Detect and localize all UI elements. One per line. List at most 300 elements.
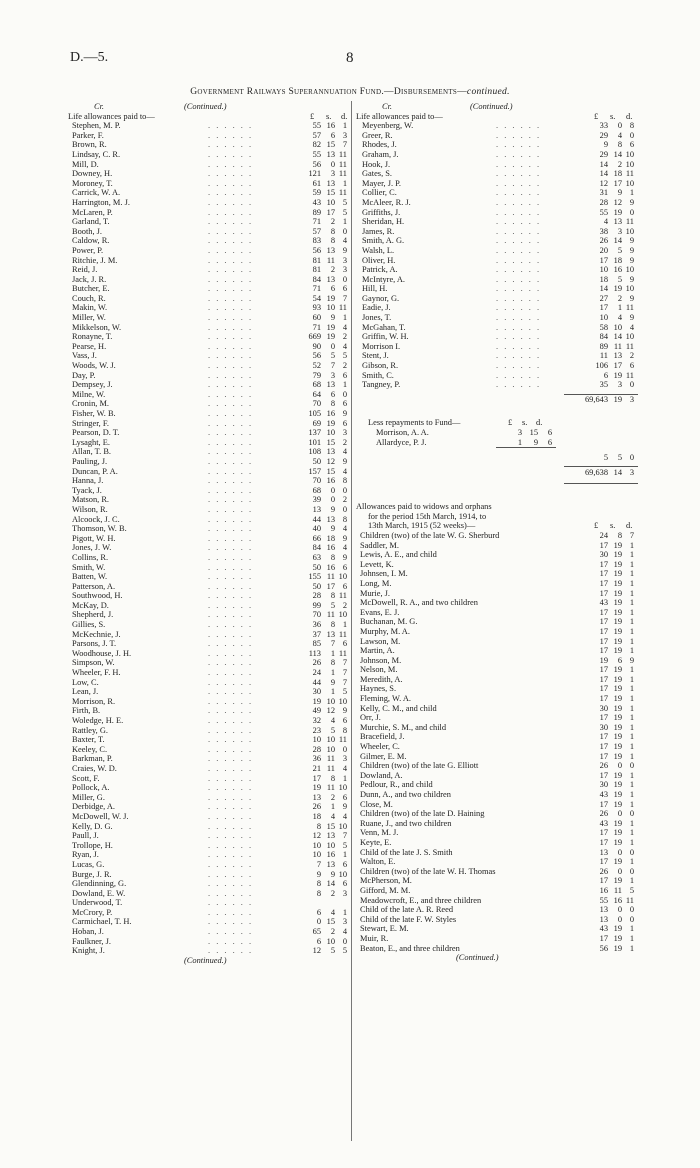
widow-row	[356, 780, 638, 790]
amount-shillings: 8	[330, 236, 335, 246]
amount-pounds: 54	[312, 293, 321, 303]
widow-rows	[356, 531, 638, 953]
ledger-row	[68, 822, 351, 832]
amount-shillings: 9	[533, 437, 538, 447]
ledger-row	[68, 860, 351, 870]
amount-pence: 10	[625, 332, 634, 342]
entry-name: Faulkner, J.	[72, 936, 111, 946]
amount-pence: 3	[342, 130, 347, 140]
entry-name: Smith, C.	[362, 370, 394, 380]
dot-leader: . . . . . .	[208, 869, 254, 879]
entry-name: Mill, D.	[72, 159, 99, 169]
entry-name: Gaynor, G.	[362, 293, 400, 303]
amount-pence: 8	[629, 121, 634, 131]
amount-shillings: 17	[613, 361, 622, 371]
dot-leader: . . . . . .	[208, 687, 254, 697]
amount-pence: 5	[342, 351, 347, 361]
ledger-row	[356, 303, 638, 313]
ledger-row	[356, 371, 638, 381]
entry-name: Murphy, M. A.	[360, 626, 410, 636]
amount-shillings: 13	[326, 514, 335, 524]
entry-name: Alcoock, J. C.	[72, 514, 120, 524]
amount-pence: 3	[342, 255, 347, 265]
ledger-row	[356, 313, 638, 323]
dot-leader: . . . . . .	[208, 600, 254, 610]
amount-pounds: 17	[599, 857, 608, 867]
amount-shillings: 0	[617, 905, 622, 915]
ledger-row	[68, 294, 351, 304]
amount-pence: 1	[342, 121, 347, 131]
ledger-row	[68, 764, 351, 774]
amount-pounds: 17	[599, 255, 608, 265]
ledger-row	[356, 131, 638, 141]
net-total-row	[356, 463, 638, 477]
amount-shillings: 13	[326, 274, 335, 284]
entry-name: Griffiths, J.	[362, 207, 401, 217]
amount-shillings: 8	[617, 140, 622, 150]
amount-shillings: 9	[330, 504, 335, 514]
amount-shillings: 12	[326, 706, 335, 716]
amount-shillings: 13	[326, 149, 335, 159]
entry-name: Walsh, L.	[362, 245, 395, 255]
amount-pounds: 10	[599, 313, 608, 323]
ledger-row	[68, 390, 351, 400]
ledger-row	[68, 121, 351, 131]
amount-pence: 6	[547, 437, 552, 447]
amount-pence: 10	[625, 284, 634, 294]
ledger-row	[68, 783, 351, 793]
ledger-row	[68, 639, 351, 649]
amount-shillings: 0	[617, 914, 622, 924]
ledger-row	[68, 620, 351, 630]
amount-pounds: 50	[312, 581, 321, 591]
amount-shillings: 6	[330, 130, 335, 140]
amount-shillings: 0	[617, 866, 622, 876]
ledger-row	[68, 371, 351, 381]
amount-shillings: 19	[613, 780, 622, 790]
amount-pounds: 79	[312, 370, 321, 380]
dot-leader: . . . . . .	[208, 140, 254, 150]
amount-pence: 4	[342, 763, 347, 773]
amount-pence: 11	[338, 303, 347, 313]
entry-name: Low, C.	[72, 677, 99, 687]
entry-name: Gibson, R.	[362, 361, 399, 371]
ledger-row	[68, 457, 351, 467]
entry-name: Murie, J.	[360, 588, 391, 598]
amount-pounds: 12	[312, 831, 321, 841]
amount-pence: 5	[342, 946, 347, 956]
repay-rows	[356, 428, 638, 447]
ledger-row	[356, 361, 638, 371]
amount-shillings: 10	[326, 696, 335, 706]
entry-name: Stent, J.	[362, 351, 389, 361]
amount-pence: 1	[629, 626, 634, 636]
ledger-row	[356, 332, 638, 342]
entry-name: Duncan, P. A.	[72, 466, 118, 476]
amount-shillings: 10	[326, 744, 335, 754]
amount-pounds: 56	[312, 159, 321, 169]
amount-pence: 3	[342, 428, 347, 438]
continued-footer: (Continued.)	[184, 955, 227, 965]
amount-pounds: 81	[312, 265, 321, 275]
amount-pounds: 14	[599, 284, 608, 294]
ledger-row	[68, 697, 351, 707]
ledger-row	[68, 678, 351, 688]
amount-pence: 2	[342, 437, 347, 447]
ledger-row	[68, 908, 351, 918]
amount-pounds: 19	[312, 783, 321, 793]
amount-shillings: 6	[330, 389, 335, 399]
ledger-row	[68, 601, 351, 611]
subtotal-pounds: 69,643	[584, 394, 608, 404]
amount-shillings: 13	[613, 351, 622, 361]
entry-name: Haynes, S.	[360, 684, 397, 694]
amount-pounds: 108	[308, 447, 321, 457]
ledger-row	[356, 121, 638, 131]
entry-name: Gillies, S.	[72, 620, 106, 630]
entry-name: Stewart, E. M.	[360, 924, 409, 934]
ledger-row	[68, 658, 351, 668]
entry-name: Garland, T.	[72, 217, 110, 227]
amount-pence: 6	[342, 284, 347, 294]
ledger-row	[68, 208, 351, 218]
amount-shillings: 17	[613, 178, 622, 188]
amount-pounds: 70	[312, 476, 321, 486]
amount-pence: 1	[342, 773, 347, 783]
subtotal-pence: 3	[629, 394, 634, 404]
entry-name: Wheeler, F. H.	[72, 668, 121, 678]
amount-pounds: 32	[312, 716, 321, 725]
amount-pence: 1	[629, 646, 634, 656]
amount-pence: 1	[629, 694, 634, 704]
amount-pounds: 57	[312, 130, 321, 140]
entry-name: Orr, J.	[360, 713, 381, 723]
amount-pounds: 17	[599, 646, 608, 656]
amount-pounds: 26	[599, 761, 608, 771]
amount-pence: 0	[629, 914, 634, 924]
amount-pence: 10	[625, 149, 634, 159]
amount-shillings: 19	[613, 578, 622, 588]
amount-pounds: 3	[517, 428, 522, 437]
amount-pounds: 68	[312, 485, 321, 495]
amount-shillings: 4	[330, 907, 335, 917]
amount-shillings: 0	[330, 341, 335, 351]
dot-leader: . . . . . .	[208, 399, 254, 409]
amount-pounds: 17	[599, 837, 608, 847]
amount-pounds: 8	[316, 888, 321, 898]
repay-head	[356, 418, 638, 428]
ledger-row	[68, 505, 351, 515]
amount-pence: 0	[629, 905, 634, 915]
entry-name: Harrington, M. J.	[72, 197, 130, 207]
ledger-row	[68, 812, 351, 822]
ledger-row	[68, 917, 351, 927]
entry-name: Walton, E.	[360, 857, 396, 867]
amount-pence: 1	[629, 578, 634, 588]
dot-leader: . . . . . .	[496, 169, 542, 179]
page-number: 8	[346, 50, 354, 66]
amount-shillings: 13	[326, 629, 335, 639]
dot-leader: . . . . . .	[208, 188, 254, 198]
ledger-row	[68, 889, 351, 899]
amount-pounds: 155	[308, 572, 321, 582]
amount-shillings: 13	[326, 447, 335, 457]
dot-leader: . . . . . .	[208, 831, 254, 841]
amount-pence: 0	[342, 744, 347, 754]
amount-pounds: 17	[599, 799, 608, 809]
ledger-row	[68, 716, 351, 726]
dot-leader: . . . . . .	[496, 274, 542, 284]
right-footer	[356, 953, 638, 963]
repay-total-row	[356, 448, 638, 462]
amount-pounds: 59	[312, 188, 321, 198]
amount-pounds: 17	[599, 876, 608, 886]
dot-leader: . . . . . .	[496, 313, 542, 323]
ledger-row	[68, 553, 351, 563]
amount-shillings: 2	[330, 265, 335, 275]
ledger-row	[356, 275, 638, 285]
amount-shillings: 2	[330, 888, 335, 898]
amount-shillings: 11	[326, 783, 335, 793]
dot-leader: . . . . . .	[208, 888, 254, 898]
amount-pence: 2	[342, 495, 347, 505]
amount-pence: 11	[338, 188, 347, 198]
amount-shillings: 15	[326, 917, 335, 927]
entry-name: Close, M.	[360, 799, 393, 809]
amount-pence: 6	[342, 581, 347, 591]
entry-name: Martin, A.	[360, 646, 395, 656]
ledger-row	[68, 937, 351, 947]
amount-pence: 6	[342, 879, 347, 889]
amount-shillings: 19	[613, 607, 622, 617]
amount-shillings: 11	[326, 255, 335, 265]
amount-pence: 6	[629, 140, 634, 150]
ledger-row	[68, 342, 351, 352]
entry-name: Stringer, F.	[72, 418, 109, 428]
amount-pounds: 26	[312, 658, 321, 668]
widow-row	[356, 598, 638, 608]
amount-pounds: 10	[599, 265, 608, 275]
entry-name: McDowell, W. J.	[72, 811, 129, 821]
amount-pence: 4	[629, 322, 634, 332]
amount-pounds: 23	[312, 725, 321, 735]
ledger-row	[68, 572, 351, 582]
amount-pounds: 24	[599, 530, 608, 540]
amount-pence: 6	[342, 399, 347, 409]
amount-pence: 1	[629, 790, 634, 799]
widow-row	[356, 857, 638, 867]
amount-pounds: 33	[599, 121, 608, 131]
continued-footer: (Continued.)	[456, 953, 499, 963]
amount-shillings: 15	[326, 188, 335, 198]
amount-pence: 6	[547, 428, 552, 437]
dot-leader: . . . . . .	[208, 802, 254, 812]
amount-pence: 1	[629, 598, 634, 608]
widow-row	[356, 867, 638, 877]
dot-leader: . . . . . .	[208, 341, 254, 351]
dot-leader: . . . . . .	[208, 313, 254, 323]
widow-row	[356, 541, 638, 551]
amount-pounds: 89	[599, 341, 608, 351]
amount-pence: 5	[342, 840, 347, 850]
amount-pounds: 17	[599, 713, 608, 723]
right-rows	[356, 121, 638, 390]
amount-shillings: 14	[613, 332, 622, 342]
dot-leader: . . . . . .	[496, 197, 542, 207]
ledger-row	[68, 227, 351, 237]
amount-pence: 1	[629, 857, 634, 867]
ledger-row	[68, 495, 351, 505]
amount-pounds: 28	[312, 744, 321, 754]
dot-leader: . . . . . .	[208, 620, 254, 630]
amount-pounds: 10	[312, 840, 321, 850]
dot-leader: . . . . . .	[208, 658, 254, 668]
amount-pence: 11	[625, 895, 634, 905]
entry-name: Cronin, M.	[72, 399, 109, 409]
widow-row	[356, 560, 638, 570]
amount-pence: 5	[342, 207, 347, 217]
dot-leader: . . . . . .	[208, 514, 254, 524]
entry-name: Smith, W.	[72, 562, 106, 572]
entry-name: Gilmer, E. M.	[360, 751, 407, 761]
amount-shillings: 0	[617, 809, 622, 819]
ledger-row	[68, 726, 351, 736]
ledger-row	[68, 745, 351, 755]
amount-pence: 1	[629, 713, 634, 723]
amount-pence: 0	[342, 274, 347, 284]
amount-pounds: 43	[599, 818, 608, 828]
amount-pence: 1	[342, 217, 347, 227]
amount-pence: 10	[338, 869, 347, 879]
entry-name: Lean, J.	[72, 687, 99, 697]
amount-pence: 4	[342, 524, 347, 534]
amount-pence: 2	[629, 351, 634, 361]
amount-shillings: 2	[617, 293, 622, 303]
amount-pounds: 85	[312, 639, 321, 649]
ledger-row	[68, 735, 351, 745]
amount-shillings: 4	[617, 313, 622, 323]
entry-name: Child of the late J. S. Smith	[360, 847, 453, 857]
ledger-row	[68, 409, 351, 419]
amount-shillings: 4	[330, 811, 335, 821]
amount-pence: 10	[338, 783, 347, 793]
amount-shillings: 10	[326, 936, 335, 946]
widow-row	[356, 704, 638, 714]
ledger-row	[68, 179, 351, 189]
amount-shillings: 10	[326, 303, 335, 313]
amount-shillings: 14	[613, 149, 622, 159]
entry-name: Venn, M. J.	[360, 828, 399, 838]
amount-pounds: 28	[312, 591, 321, 601]
dot-leader: . . . . . .	[208, 370, 254, 380]
entry-name: Carrick, W. A.	[72, 188, 121, 198]
amount-pounds: 71	[312, 284, 321, 294]
amount-pence: 1	[629, 828, 634, 838]
widow-row	[356, 656, 638, 666]
amount-pence: 11	[625, 370, 634, 380]
widow-row	[356, 608, 638, 618]
dot-leader: . . . . . .	[208, 716, 254, 725]
entry-name: Ronayne, T.	[72, 332, 113, 342]
entry-name: Pearson, D. T.	[72, 428, 120, 438]
dot-leader: . . . . . .	[208, 169, 254, 179]
entry-name: Greer, R.	[362, 130, 393, 140]
amount-pence: 8	[342, 514, 347, 524]
ledger-row	[356, 236, 638, 246]
dot-leader: . . . . . .	[208, 840, 254, 850]
entry-name: Kelly, C. M., and child	[360, 703, 437, 713]
ledger-row	[68, 610, 351, 620]
dot-leader: . . . . . .	[496, 293, 542, 303]
ledger-row	[68, 447, 351, 457]
amount-pounds: 17	[312, 773, 321, 783]
right-column	[356, 102, 638, 963]
amount-shillings: 4	[330, 716, 335, 725]
ledger-row	[68, 323, 351, 333]
amount-shillings: 18	[613, 169, 622, 179]
widow-row	[356, 579, 638, 589]
dot-leader: . . . . . .	[208, 648, 254, 658]
amount-shillings: 2	[617, 159, 622, 169]
amount-shillings: 15	[529, 428, 538, 437]
amount-pounds: 56	[312, 245, 321, 255]
entry-name: Vass, J.	[72, 351, 97, 361]
widow-row	[356, 896, 638, 906]
dot-leader: . . . . . .	[496, 303, 542, 313]
amount-pounds: 17	[599, 684, 608, 694]
ledger-row	[356, 256, 638, 266]
amount-shillings: 11	[326, 763, 335, 773]
amount-pounds: 17	[599, 540, 608, 550]
amount-pounds: 37	[312, 629, 321, 639]
amount-pence: 9	[629, 197, 634, 207]
dot-leader: . . . . . .	[208, 639, 254, 649]
report-code: D.—5.	[70, 50, 109, 65]
amount-shillings: 15	[326, 466, 335, 476]
dot-leader: . . . . . .	[208, 322, 254, 332]
amount-shillings: 19	[613, 617, 622, 627]
entry-name: Parsons, J. T.	[72, 639, 117, 649]
amount-pence: 0	[342, 936, 347, 946]
dot-leader: . . . . . .	[208, 572, 254, 582]
ledger-row	[356, 208, 638, 218]
amount-shillings: 19	[613, 207, 622, 217]
dot-leader: . . . . . .	[208, 284, 254, 294]
amount-pence: 4	[342, 811, 347, 821]
amount-pence: 1	[342, 380, 347, 390]
dot-leader: . . . . . .	[496, 351, 542, 361]
amount-pounds: 90	[312, 341, 321, 351]
dot-leader: . . . . . .	[208, 591, 254, 601]
amount-pounds: 4	[603, 217, 608, 227]
net-total-pounds: 69,638	[584, 468, 608, 478]
amount-pence: 1	[629, 559, 634, 569]
dot-leader: . . . . . .	[208, 380, 254, 390]
amount-pence: 11	[338, 735, 347, 745]
dot-leader: . . . . . .	[208, 504, 254, 514]
amount-shillings: 4	[617, 130, 622, 140]
dot-leader: . . . . . .	[208, 610, 254, 620]
widow-row	[356, 713, 638, 723]
unit-pounds: £	[594, 521, 599, 531]
amount-pence: 4	[342, 341, 347, 351]
amount-shillings: 1	[617, 303, 622, 313]
dot-leader: . . . . . .	[208, 543, 254, 553]
entry-name: Levett, K.	[360, 559, 394, 569]
amount-shillings: 8	[330, 620, 335, 630]
ledger-row	[68, 140, 351, 150]
amount-pounds: 26	[312, 802, 321, 812]
